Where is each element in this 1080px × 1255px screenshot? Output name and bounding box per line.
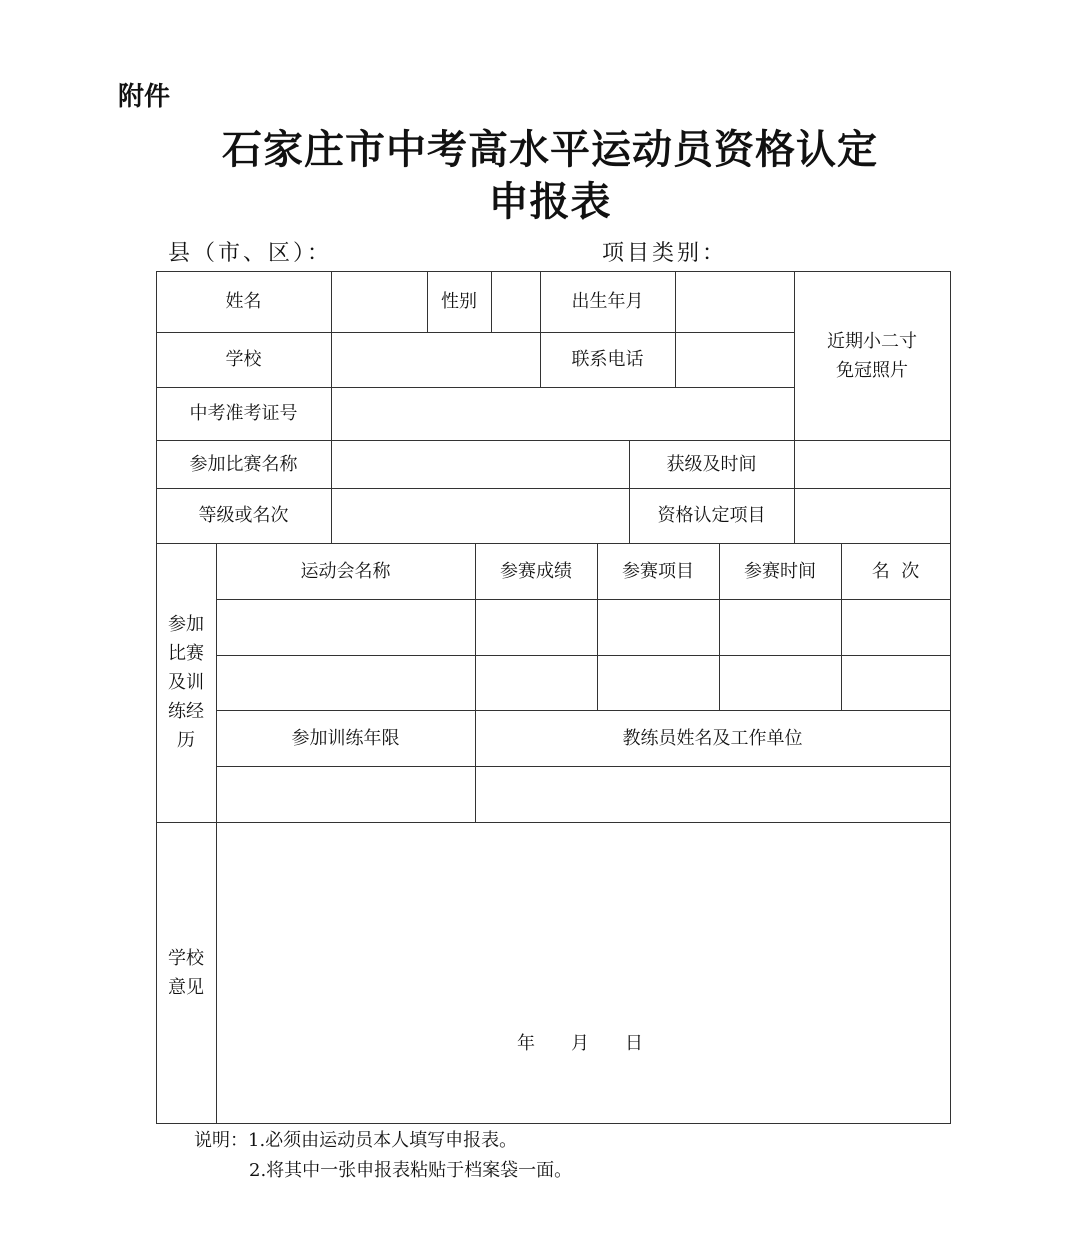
award-time-label: 获级及时间 (666, 453, 757, 475)
county-label: 县（市、区）： (168, 241, 333, 266)
school-label: 学校 (225, 349, 262, 370)
rank-label: 等级或名次 (198, 505, 289, 526)
notes (194, 1126, 572, 1186)
history-row-2-rank[interactable] (841, 655, 950, 710)
history-header-result: 参赛成绩 (500, 560, 572, 582)
school-field[interactable] (331, 332, 540, 387)
birth-field[interactable] (675, 271, 794, 332)
form-title: 石家庄市中考高水平运动员资格认定 (222, 126, 878, 173)
exam-number-label: 中考准考证号 (189, 403, 298, 424)
school-opinion-field[interactable] (216, 822, 950, 1123)
history-header-rank: 名 次 (871, 560, 920, 582)
history-row-2-result[interactable] (475, 655, 597, 710)
gender-label: 性别 (441, 291, 477, 312)
coach-field[interactable] (475, 766, 950, 822)
history-row-1-time[interactable] (719, 599, 841, 655)
coach-label: 教练员姓名及工作单位 (622, 727, 803, 749)
training-years-label: 参加训练年限 (291, 727, 400, 749)
note-line-2: 2.将其中一张申报表粘贴于档案袋一面。 (249, 1160, 573, 1181)
attachment-label: 附件 (118, 82, 171, 112)
history-row-1-meet[interactable] (216, 599, 475, 655)
school-opinion-label (156, 822, 216, 1123)
table-border-right (950, 271, 951, 1124)
category-label: 项目类别： (602, 241, 728, 266)
form-subtitle: 申报表 (488, 178, 612, 225)
training-years-field[interactable] (216, 766, 475, 822)
history-row-1-result[interactable] (475, 599, 597, 655)
history-label-text: 参加 比赛 及训 练经 历 (168, 614, 204, 751)
award-time-field[interactable] (794, 440, 950, 488)
competition-name-field[interactable] (331, 440, 629, 488)
name-field[interactable] (331, 271, 427, 332)
history-row-2-time[interactable] (719, 655, 841, 710)
note-line-1: 说明：1.必须由运动员本人填写申报表。 (194, 1130, 518, 1151)
history-row-2-meet[interactable] (216, 655, 475, 710)
history-row-2-event[interactable] (597, 655, 719, 710)
name-label: 姓名 (225, 291, 262, 312)
rank-field[interactable] (331, 488, 629, 543)
cert-item-label: 资格认定项目 (657, 505, 766, 526)
history-row-1-rank[interactable] (841, 599, 950, 655)
school-opinion-label-text: 学校 意见 (168, 947, 204, 998)
phone-field[interactable] (675, 332, 794, 387)
competition-name-label: 参加比赛名称 (189, 453, 298, 475)
history-header-event: 参赛项目 (622, 560, 694, 582)
gender-field[interactable] (491, 271, 540, 332)
exam-number-field[interactable] (331, 387, 794, 440)
history-section-label (156, 543, 216, 822)
photo-box: 近期小二寸 免冠照片 (827, 330, 917, 381)
date-line: 年 月 日 (517, 1032, 643, 1054)
history-header-time: 参赛时间 (744, 560, 816, 582)
cert-item-field[interactable] (794, 488, 950, 543)
table-border-bottom (156, 1123, 951, 1124)
phone-label: 联系电话 (571, 349, 644, 370)
history-header-meet: 运动会名称 (300, 560, 391, 582)
birth-label: 出生年月 (571, 291, 644, 312)
history-row-1-event[interactable] (597, 599, 719, 655)
